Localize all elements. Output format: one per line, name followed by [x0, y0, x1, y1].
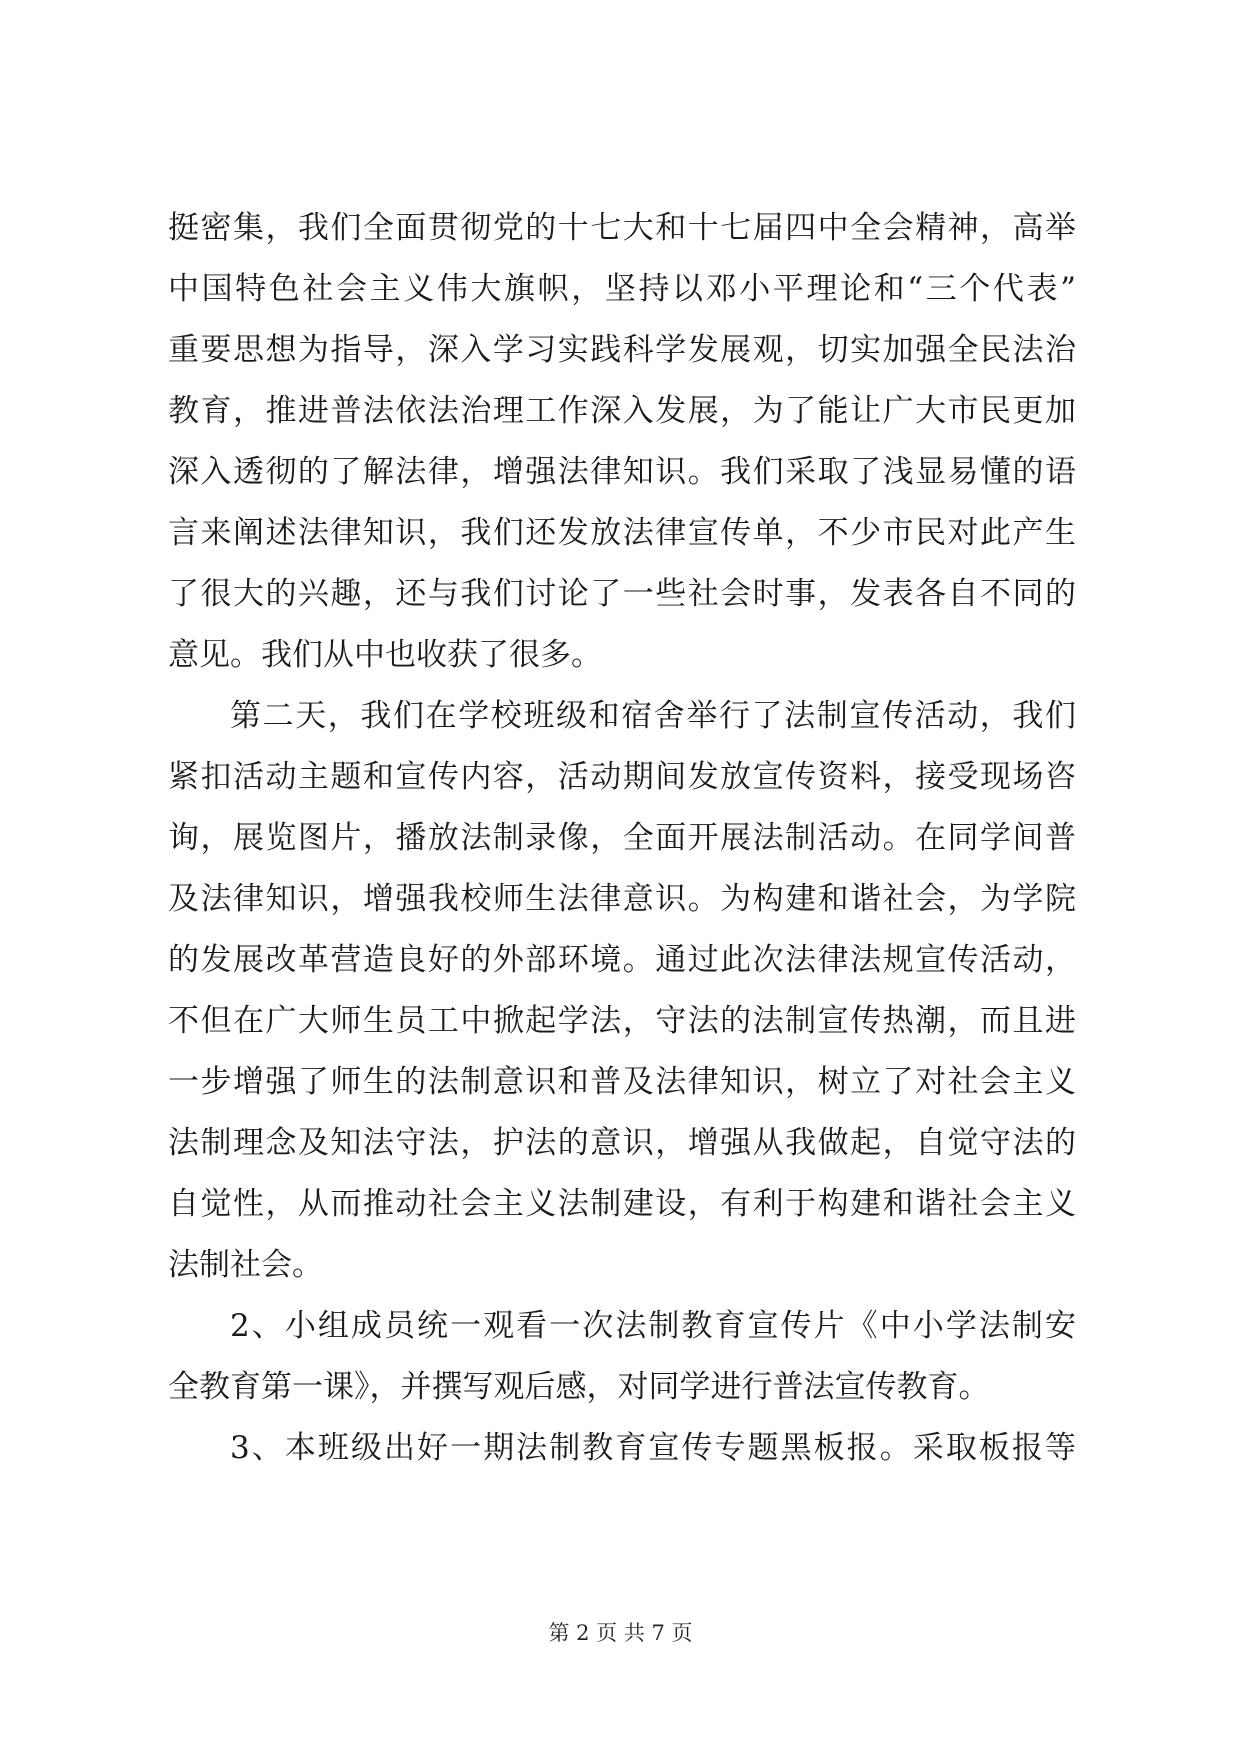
- text-line: 深入透彻的了解法律，增强法律知识。我们采取了浅显易懂的语: [168, 454, 1076, 490]
- paragraph-first-line: 3、本班级出好一期法制教育宣传专题黑板报。采取板报等: [230, 1430, 1076, 1466]
- paragraph-first-line: 第二天，我们在学校班级和宿舍举行了法制宣传活动，我们: [230, 698, 1076, 734]
- text-line: 一步增强了师生的法制意识和普及法律知识，树立了对社会主义: [168, 1064, 1076, 1100]
- text-line: 了很大的兴趣，还与我们讨论了一些社会时事，发表各自不同的: [168, 576, 1076, 612]
- text-line: 法制理念及知法守法，护法的意识，增强从我做起，自觉守法的: [168, 1125, 1076, 1161]
- text-line: 及法律知识，增强我校师生法律意识。为构建和谐社会，为学院: [168, 881, 1076, 917]
- text-line: 全教育第一课》，并撰写观后感，对同学进行普法宣传教育。: [168, 1369, 990, 1405]
- text-line: 法制社会。: [168, 1247, 323, 1283]
- text-line: 重要思想为指导，深入学习实践科学发展观，切实加强全民法治: [168, 332, 1076, 368]
- text-line: 的发展改革营造良好的外部环境。通过此次法律法规宣传活动，: [168, 942, 1076, 978]
- text-line: 中国特色社会主义伟大旗帜，坚持以邓小平理论和“三个代表”: [168, 271, 1076, 307]
- text-line: 询，展览图片，播放法制录像，全面开展法制活动。在同学间普: [168, 820, 1076, 856]
- text-line: 挺密集，我们全面贯彻党的十七大和十七届四中全会精神，高举: [168, 210, 1076, 246]
- page-number-footer: 第 2 页 共 7 页: [548, 1621, 693, 1645]
- text-line: 不但在广大师生员工中掀起学法，守法的法制宣传热潮，而且进: [168, 1003, 1076, 1039]
- text-line: 意见。我们从中也收获了很多。: [168, 637, 602, 673]
- text-line: 教育，推进普法依法治理工作深入发展，为了能让广大市民更加: [168, 393, 1076, 429]
- text-line: 言来阐述法律知识，我们还发放法律宣传单，不少市民对此产生: [168, 515, 1076, 551]
- text-line: 自觉性，从而推动社会主义法制建设，有利于构建和谐社会主义: [168, 1186, 1076, 1222]
- paragraph-first-line: 2、小组成员统一观看一次法制教育宣传片《中小学法制安: [230, 1308, 1076, 1344]
- text-line: 紧扣活动主题和宣传内容，活动期间发放宣传资料，接受现场咨: [168, 759, 1076, 795]
- document-body: [168, 198, 1076, 1479]
